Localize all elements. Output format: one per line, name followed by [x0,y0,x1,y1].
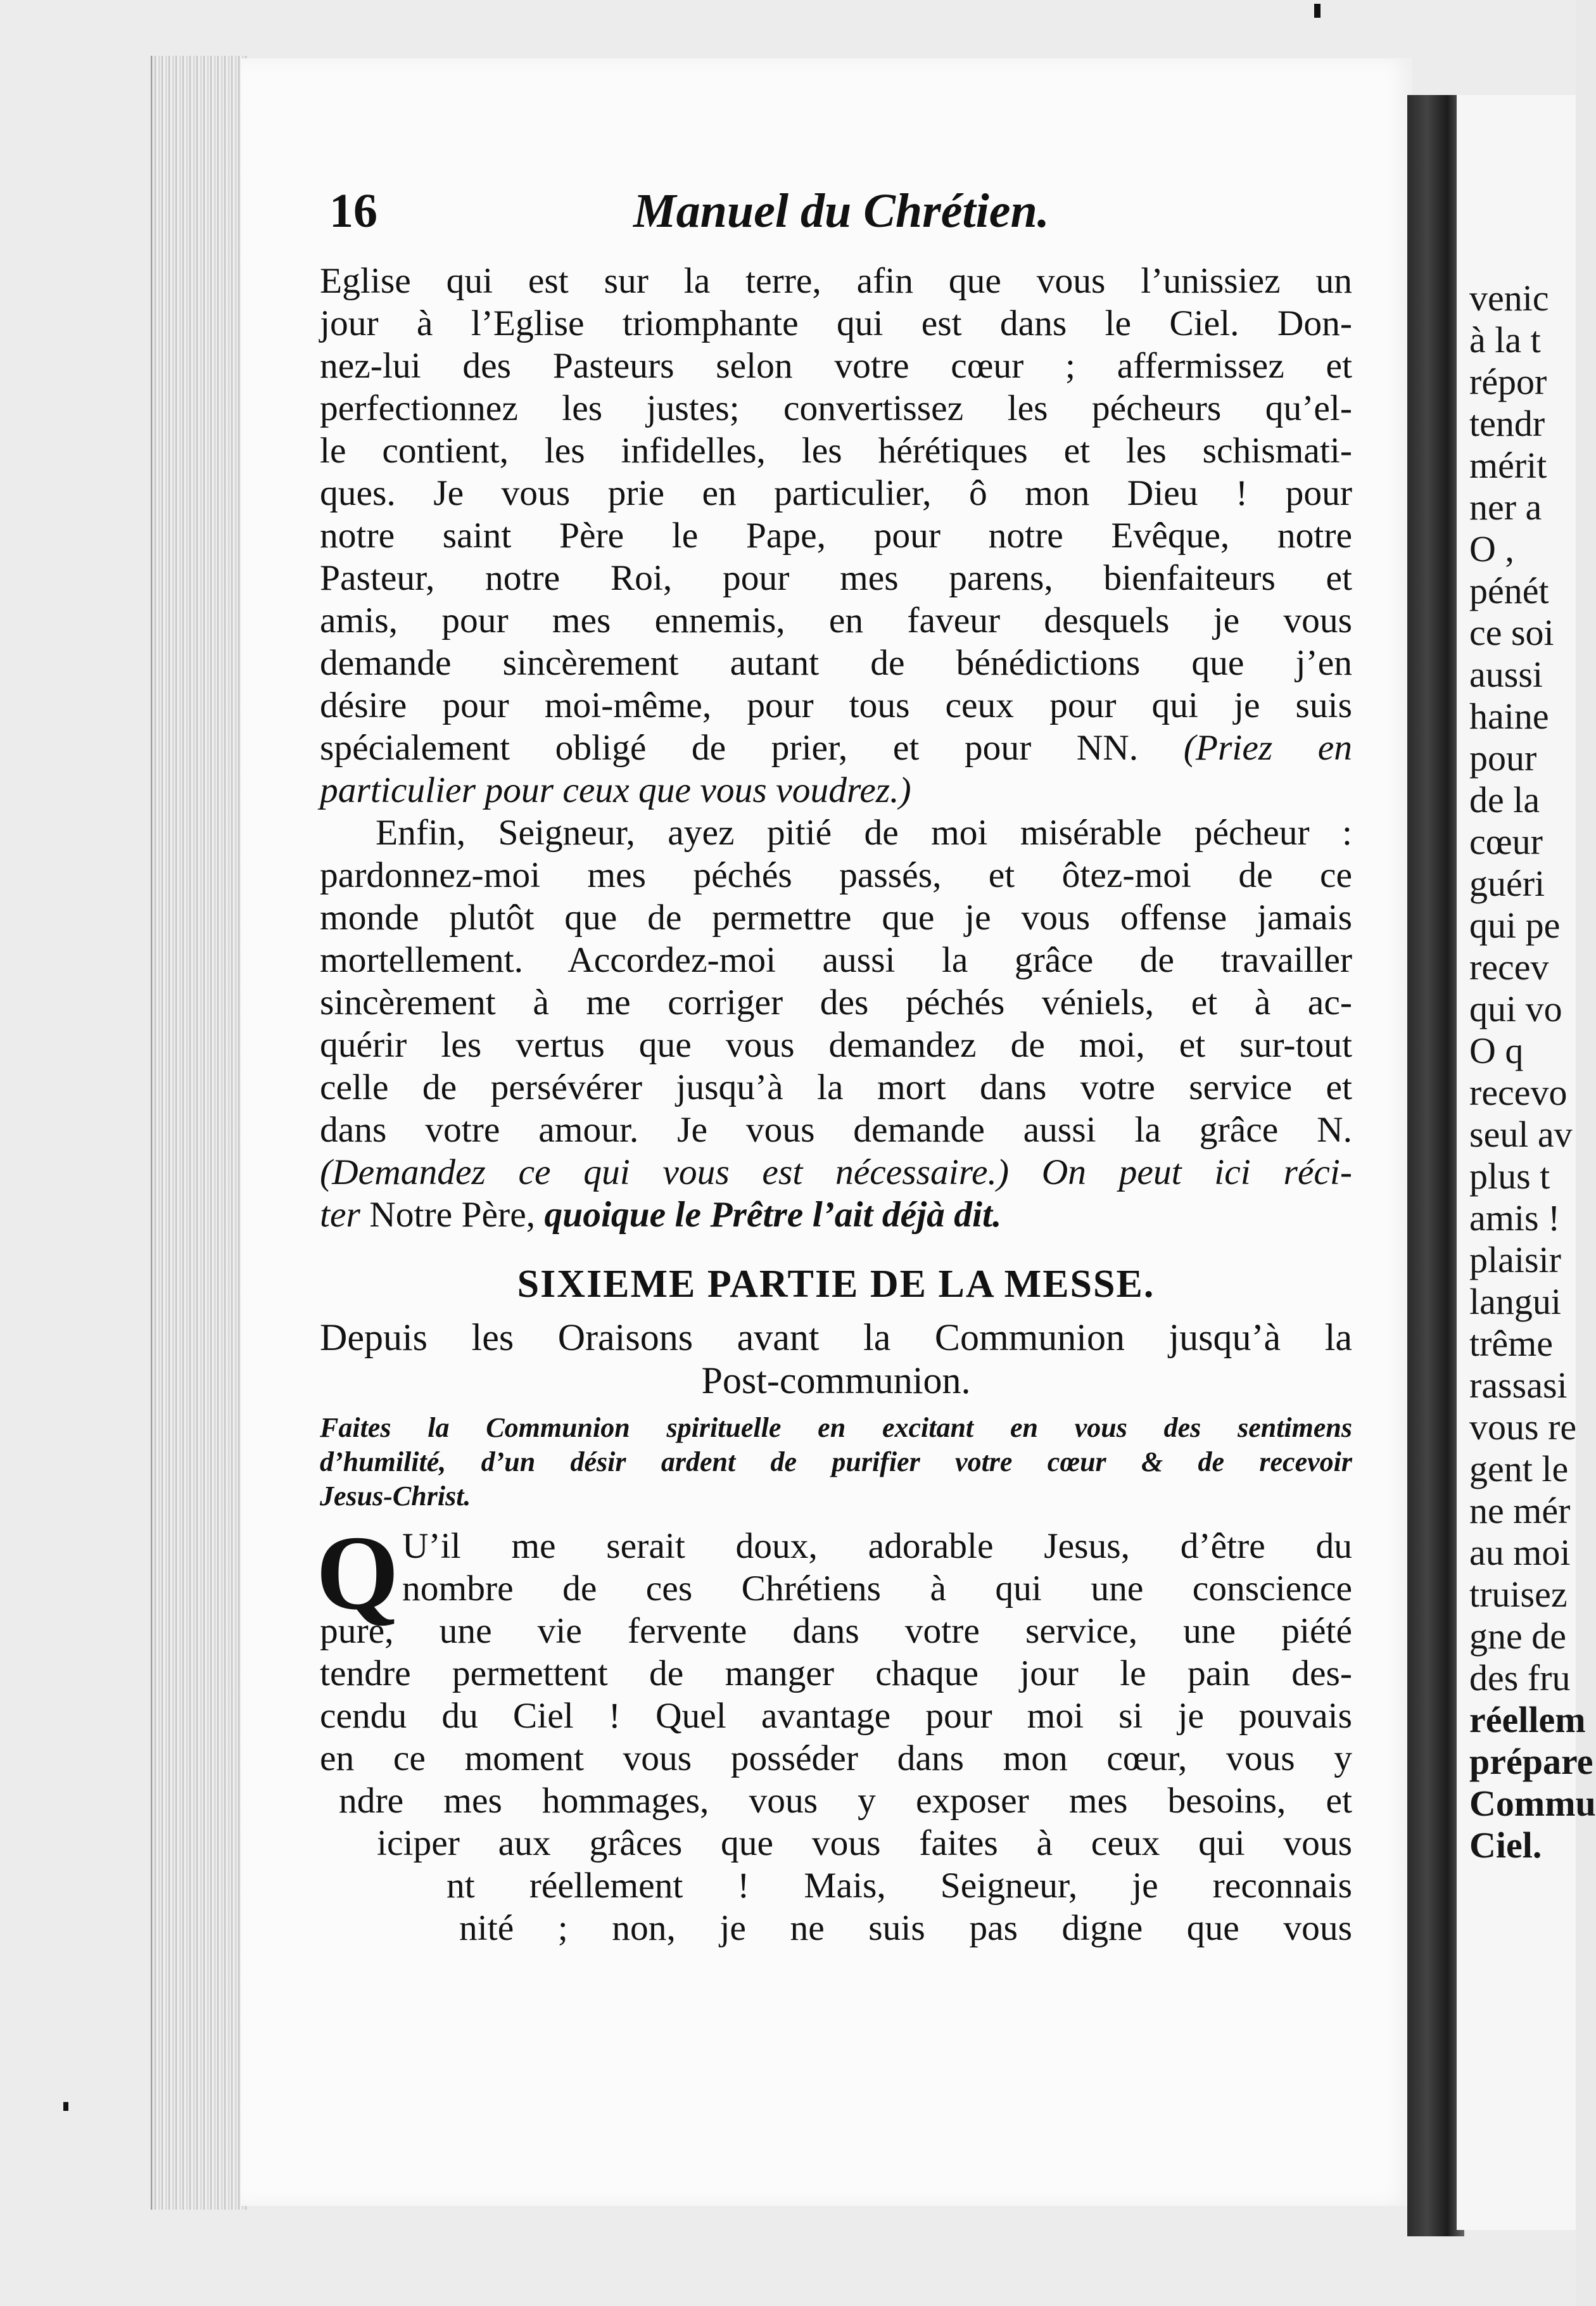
rubric-line: d’humilité, d’un désir ardent de purifier votre cœur & de recevoir [320,1446,1352,1477]
facing-page-line: mérit [1469,445,1547,486]
facing-page-line: recevo [1469,1072,1568,1113]
rubric-instruction [320,1411,1352,1513]
text-line: le contient, les infidelles, les hérétiques et les schismati- [320,431,1352,471]
text-fragment: Notre Père, [369,1195,536,1235]
text-line: Eglise qui est sur la terre, afin que vous l’unissiez un [320,261,1352,301]
text-line: cendu du Ciel ! Quel avantage pour moi si je pouvais [320,1696,1352,1736]
text-line: nt réellement ! Mais, Seigneur, je reconnais [446,1866,1352,1906]
text-line: mortellement. Accordez-moi aussi la grâce de travailler [320,940,1352,980]
facing-page-line: qui vo [1469,988,1562,1029]
text-line: sincèrement à me corriger des péchés véniels, et à ac- [320,983,1352,1022]
text-fragment: spécialement obligé de prier, et pour NN. [320,728,1139,768]
text-line: nez-lui des Pasteurs selon votre cœur ; affermissez et [320,346,1352,386]
facing-page-line: répor [1469,361,1547,402]
text-line-with-rubric [320,1194,1352,1236]
text-line: Enfin, Seigneur, ayez pitié de moi misérable pécheur : [376,813,1352,853]
facing-page-line: amis ! [1469,1197,1561,1239]
facing-page-line: au moi [1469,1532,1571,1573]
book-gutter [1407,95,1464,2236]
text-line: nité ; non, je ne suis pas digne que vous [459,1908,1352,1948]
facing-page-line: à la t [1469,319,1541,360]
subheading-line: Post-communion. [701,1360,971,1401]
rubric-line: particulier pour ceux que vous voudrez.) [320,770,911,810]
facing-page [1457,95,1596,2230]
facing-page-line: cœur [1469,821,1543,862]
rubric-fragment: ter [320,1195,360,1235]
text-line: notre saint Père le Pape, pour notre Evêque, notre [320,516,1352,556]
scan-speck [63,2102,68,2111]
facing-page-line: plus t [1469,1156,1550,1197]
text-line: désire pour moi-même, pour tous ceux pour qui je suis [320,685,1352,725]
rubric-line: Jesus-Christ. [320,1481,471,1512]
facing-page-line: réellem [1469,1699,1586,1740]
running-head [329,184,1355,241]
facing-page-line: des fru [1469,1657,1571,1698]
facing-page-line: qui pe [1469,905,1561,946]
text-line: U’il me serait doux, adorable Jesus, d’être du [402,1526,1352,1566]
facing-page-line: trême [1469,1323,1554,1364]
facing-page-line: rassasi [1469,1365,1568,1406]
rubric-line: (Demandez ce qui vous est nécessaire.) On peut ici réci- [320,1152,1352,1192]
text-line: iciper aux grâces que vous faites à ceux qui vous [377,1823,1352,1863]
text-line: quérir les vertus que vous demandez de moi, et sur-tout [320,1025,1352,1065]
text-line-with-rubric [320,727,1352,769]
facing-page-line: haine [1469,696,1549,737]
facing-page-line: aussi [1469,654,1543,695]
facing-page-line: truisez [1469,1574,1568,1615]
text-line: celle de persévérer jusqu’à la mort dans votre service et [320,1067,1352,1107]
facing-page-line: gne de [1469,1615,1566,1657]
text-line: nombre de ces Chrétiens à qui une conscience [402,1569,1352,1608]
facing-page-line: recev [1469,946,1549,988]
text-line: pure, une vie fervente dans votre service, une piété [320,1611,1352,1651]
facing-page-line: de la [1469,779,1540,820]
prayer-paragraph [316,1514,1352,1949]
text-line: pardonnez-moi mes péchés passés, et ôtez-moi de ce [320,855,1352,895]
rubric-line: Faites la Communion spirituelle en excitant en vous des sentimens [320,1412,1352,1443]
facing-page-line: Ciel. [1469,1825,1542,1866]
rubric-fragment: (Priez en [1183,728,1353,768]
facing-page-line: pénét [1469,570,1549,611]
facing-page-line: pour [1469,737,1537,779]
paragraph-2 [320,812,1352,1236]
subheading-line: Depuis les Oraisons avant la Communion jusqu’à la [320,1316,1352,1358]
facing-page-line: tendr [1469,403,1545,444]
facing-page-line: gent le [1469,1448,1569,1489]
facing-page-line: ce soi [1469,612,1554,653]
facing-page-line: seul av [1469,1114,1573,1155]
text-column [316,260,1353,1949]
text-line: tendre permettent de manger chaque jour le pain des- [320,1653,1352,1693]
section-heading: SIXIEME PARTIE DE LA MESSE. [517,1263,1155,1306]
section-subheading [320,1316,1352,1402]
text-line: ques. Je vous prie en particulier, ô mon Dieu ! pour [320,473,1352,513]
scan-speck [1314,4,1320,18]
text-line: monde plutôt que de permettre que je vous offense jamais [320,898,1352,938]
facing-page-line: prépare [1469,1741,1593,1782]
text-line: en ce moment vous posséder dans mon cœur, vous y [320,1738,1352,1778]
text-line: Pasteur, notre Roi, pour mes parens, bienfaiteurs et [320,558,1352,598]
text-line: ndre mes hommages, vous y exposer mes besoins, et [339,1781,1352,1821]
page-number: 16 [329,184,377,238]
rubric-fragment: quoique le Prêtre l’ait déjà dit. [544,1195,1002,1235]
facing-page-line: plaisir [1469,1239,1561,1280]
facing-page-line: ne mér [1469,1490,1571,1531]
paragraph-1 [320,260,1352,812]
facing-page-line: O q [1469,1030,1524,1071]
facing-page-line: venic [1469,277,1549,319]
facing-page-line: Commu [1469,1783,1596,1824]
facing-page-line: O , [1469,528,1514,570]
text-line: dans votre amour. Je vous demande aussi la grâce N. [320,1110,1352,1150]
facing-page-line: vous re [1469,1406,1577,1448]
facing-page-line: langui [1469,1281,1561,1322]
running-title: Manuel du Chrétien. [633,184,1049,238]
text-line: perfectionnez les justes; convertissez les pécheurs qu’el- [320,388,1352,428]
facing-page-line: ner a [1469,487,1542,528]
text-line: demande sincèrement autant de bénédictions que j’en [320,643,1352,683]
text-line: jour à l’Eglise triomphante qui est dans le Ciel. Don- [320,303,1352,343]
text-line: amis, pour mes ennemis, en faveur desquels je vous [320,601,1352,640]
drop-cap: Q [316,1514,399,1632]
facing-page-line: guéri [1469,863,1545,904]
book-page-stack [151,56,247,2210]
